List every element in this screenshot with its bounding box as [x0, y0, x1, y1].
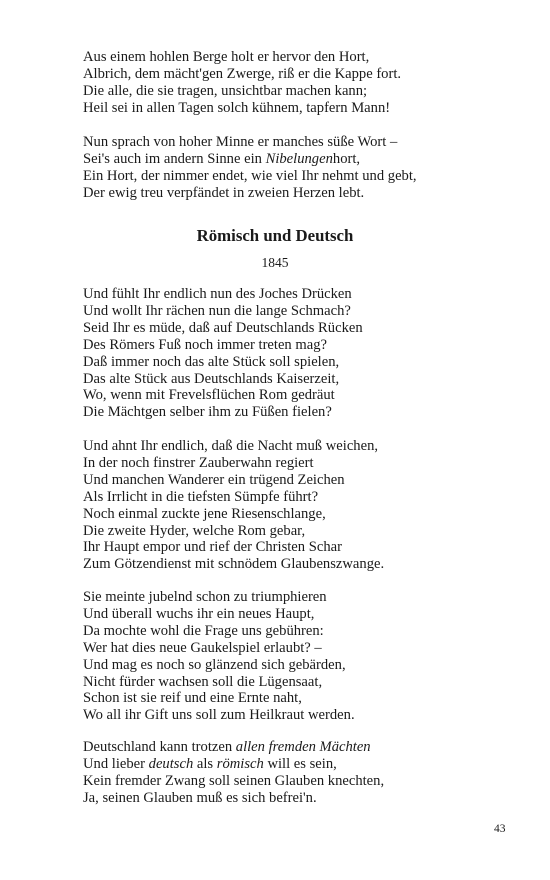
poem-line: Schon ist sie reif und eine Ernte naht,	[83, 690, 302, 707]
poem-line: Wo all ihr Gift uns soll zum Heilkraut werden.	[83, 707, 355, 724]
stanza-nibelungen-2	[83, 134, 503, 202]
poem-line: Das alte Stück aus Deutschlands Kaiserzeit,	[83, 370, 340, 387]
stanza-nibelungen-1	[83, 49, 503, 117]
line-segment-italic: allen fremden Mächten	[235, 739, 371, 755]
poem-line	[83, 756, 503, 773]
stanza-4	[83, 739, 503, 807]
poem-line: Und wollt Ihr rächen nun die lange Schmach?	[83, 302, 351, 319]
poem-year: 1845	[261, 255, 289, 270]
poem-line: Der ewig treu verpfändet in zweien Herzen lebt.	[83, 184, 365, 201]
poem-line: Aus einem hohlen Berge holt er hervor den Hort,	[83, 49, 370, 65]
poem-line: Und ahnt Ihr endlich, daß die Nacht muß weichen,	[83, 438, 379, 454]
poem-line: Ihr Haupt empor und rief der Christen Schar	[83, 539, 342, 556]
poem-line: Und manchen Wanderer ein trügend Zeichen	[83, 471, 345, 488]
line-segment: Sei's auch im andern Sinne ein	[83, 150, 266, 167]
poem-line: Kein fremder Zwang soll seinen Glauben knechten,	[83, 772, 385, 789]
stanza-2	[83, 438, 503, 573]
poem-line: Und fühlt Ihr endlich nun des Joches Drücken	[83, 286, 352, 302]
line-segment: als	[193, 755, 217, 772]
poem-line: In der noch finstrer Zauberwahn regiert	[83, 454, 314, 471]
poem-line: Wer hat dies neue Gaukelspiel erlaubt? –	[83, 639, 322, 656]
poem-line: Albrich, dem mächt'gen Zwerge, riß er die Kappe fort.	[83, 65, 402, 82]
poem-line: Heil sei in allen Tagen solch kühnem, tapfern Mann!	[83, 99, 391, 116]
poem-line: Nun sprach von hoher Minne er manches süße Wort –	[83, 134, 398, 150]
poem-line: Und überall wuchs ihr ein neues Haupt,	[83, 605, 315, 622]
line-segment-italic: römisch	[216, 755, 264, 772]
stanza-3	[83, 589, 503, 724]
page-number: 43	[494, 823, 506, 835]
line-segment-italic: deutsch	[148, 755, 194, 772]
poem-line: Zum Götzendienst mit schnödem Glaubenszwange.	[83, 556, 385, 573]
poem-line: Seid Ihr es müde, daß auf Deutschlands Rücken	[83, 319, 363, 336]
poem-line: Und mag es noch so glänzend sich gebärden,	[83, 656, 346, 673]
poem-line: Die Mächtgen selber ihm zu Füßen fielen?	[83, 404, 332, 421]
poem-line: Des Römers Fuß noch immer treten mag?	[83, 336, 327, 353]
poem-line: Die zweite Hyder, welche Rom gebar,	[83, 522, 306, 539]
poem-title: Römisch und Deutsch	[196, 226, 354, 245]
poem-line: Wo, wenn mit Frevelsflüchen Rom gedräut	[83, 387, 335, 404]
poem-line: Ja, seinen Glauben muß es sich befrei'n.	[83, 789, 317, 806]
line-segment: Deutschland kann trotzen	[83, 739, 236, 755]
line-segment: Und lieber	[83, 755, 149, 772]
line-segment: hort,	[332, 150, 361, 167]
poem-line: Als Irrlicht in die tiefsten Sümpfe führt?	[83, 488, 319, 505]
line-segment-italic: Nibelungen	[265, 150, 333, 167]
poem-line: Da mochte wohl die Frage uns gebühren:	[83, 622, 324, 639]
poem-line: Daß immer noch das alte Stück soll spielen,	[83, 353, 340, 370]
stanza-1	[83, 286, 503, 421]
poem-line: Nicht fürder wachsen soll die Lügensaat,	[83, 673, 323, 690]
poem-line: Sie meinte jubelnd schon zu triumphieren	[83, 589, 327, 605]
poem-line	[83, 151, 503, 168]
poem-line	[83, 739, 503, 756]
poem-line: Die alle, die sie tragen, unsichtbar machen kann;	[83, 82, 368, 99]
poem-line: Noch einmal zuckte jene Riesenschlange,	[83, 505, 326, 522]
line-segment: will es sein,	[263, 755, 337, 772]
poem-line: Ein Hort, der nimmer endet, wie viel Ihr nehmt und gebt,	[83, 167, 417, 184]
